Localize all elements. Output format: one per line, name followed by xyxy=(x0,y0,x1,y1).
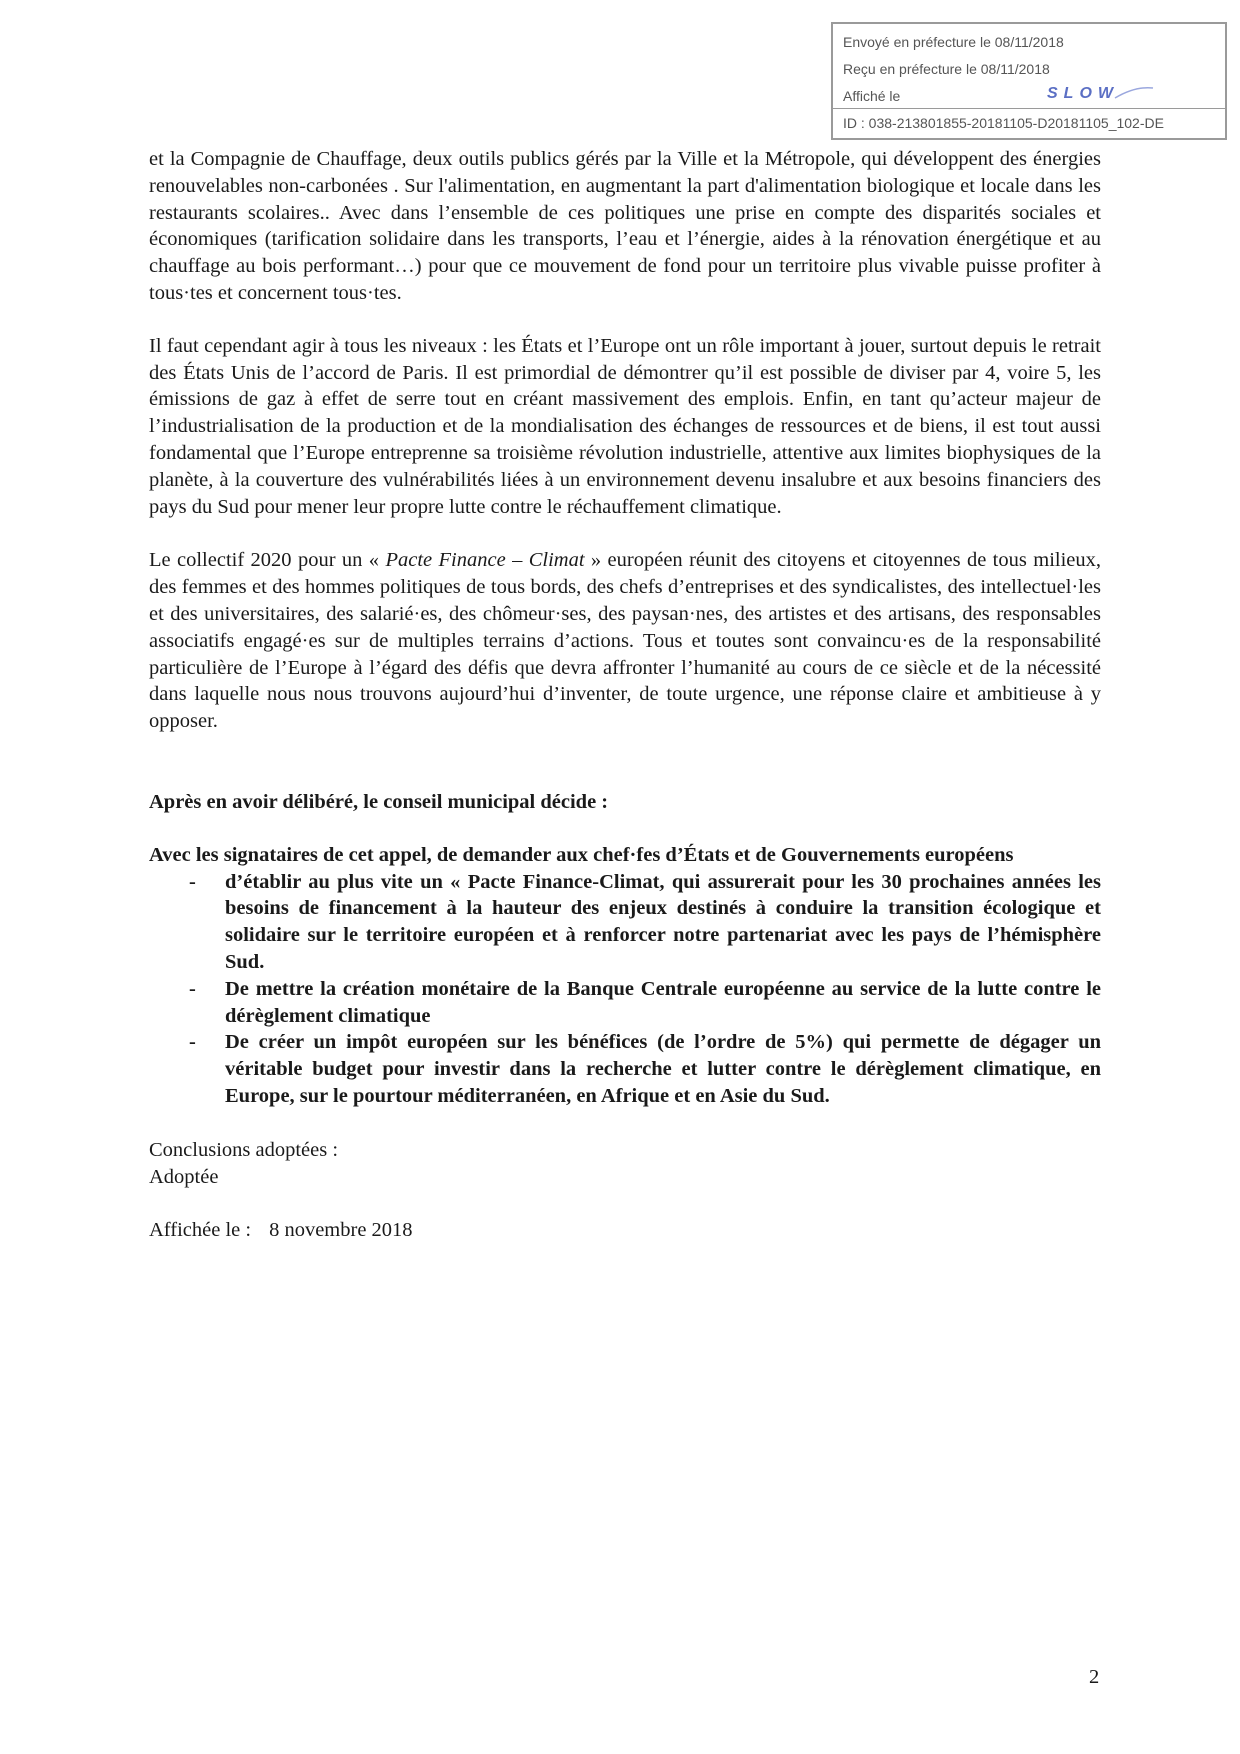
decision-item-text: De mettre la création monétaire de la Banque Centrale européenne au service de la lutte contre le dérèglement climatique xyxy=(225,977,1101,1027)
paragraph-collective xyxy=(149,547,1101,735)
posting-date: 8 novembre 2018 xyxy=(269,1219,413,1242)
decision-item xyxy=(149,869,1101,976)
collective-text-end: » européen réunit des citoyens et citoyennes de tous milieux, des femmes et des hommes politiques de tous bords, des chefs d’entreprises et des syndicalistes, des intellectuel·les et des universitaires, des salarié·es, des chômeur·ses, des paysan·nes, des artistes et des artisans, des responsables associatifs engagé·es sur de multiples terrains d’actions. Tous et toutes sont convaincu·es de la responsabilité particulière de l’Europe à l’égard des défis que devra affronter l’humanité au cours de ce siècle et de la nécessité dans laquelle nous nous trouvons aujourd’hui d’inventer, de toute urgence, une réponse claire et ambitieuse à y opposer. xyxy=(149,549,1102,733)
dash-bullet: - xyxy=(189,870,196,893)
decision-item xyxy=(149,1029,1101,1109)
stamp-id: ID : 038-213801855-20181105-D20181105_102-DE xyxy=(843,115,1164,131)
slow-logo xyxy=(1045,82,1155,104)
posting-line xyxy=(149,1217,1101,1244)
decision-item xyxy=(149,976,1101,1030)
stamp-received-date: Reçu en préfecture le 08/11/2018 xyxy=(843,61,1050,77)
document-body xyxy=(149,146,1101,1244)
conclusions-block xyxy=(149,1137,1101,1191)
paragraph-energy-food: et la Compagnie de Chauffage, deux outils publics gérés par la Ville et la Métropole, qui développent des énergies renouvelables non-carbonées . Sur l'alimentation, en augmentant la part d'alimentation biologique et locale dans les restaurants scolaires.. Avec dans l’ensemble de ces politiques une prise en compte des disparités sociales et économiques (tarification solidaire dans les transports, l’eau et l’énergie, aides à la rénovation énergétique et au chauffage au bois performant…) pour que ce mouvement de fond pour un territoire plus vivable puisse profiter à tous·tes et concernent tous·tes. xyxy=(149,148,1101,304)
stamp-divider xyxy=(833,108,1225,109)
page-number: 2 xyxy=(1089,1666,1100,1688)
decision-list xyxy=(149,869,1101,1110)
conclusions-label: Conclusions adoptées : xyxy=(149,1138,339,1161)
stamp-posted-label: Affiché le xyxy=(843,88,901,104)
slow-logo-text: SLOW xyxy=(1047,85,1119,102)
conclusions-value: Adoptée xyxy=(149,1165,219,1188)
decision-heading: Après en avoir délibéré, le conseil municipal décide : xyxy=(149,790,609,813)
prefecture-stamp xyxy=(831,22,1227,140)
dash-bullet: - xyxy=(189,977,196,1000)
pact-name: Pacte Finance – Climat xyxy=(385,549,585,572)
paragraph-all-levels: Il faut cependant agir à tous les niveaux : les États et l’Europe ont un rôle important à jouer, surtout depuis le retrait des États Unis de l’accord de Paris. Il est primordial de démontrer qu’il est possible de diviser par 4, voire 5, les émissions de gaz à effet de serre tout en créant massivement des emplois. Enfin, en tant qu’acteur majeur de l’industrialisation de la production et de la mondialisation des échanges de ressources et de biens, il est tout aussi fondamental que l’Europe entreprenne sa troisième révolution industrielle, attentive aux limites biophysiques de la planète, à la couverture des vulnérabilités liées à un environnement devenu insalubre et aux besoins financiers des pays du Sud pour mener leur propre lutte contre le réchauffement climatique. xyxy=(149,334,1101,518)
decision-item-text: d’établir au plus vite un « Pacte Finance-Climat, qui assurerait pour les 30 prochaines années les besoins de financement à la hauteur des enjeux destinés à conduire la transition écologique et solidaire sur le territoire européen et à renforcer notre partenariat avec les pays de l’hémisphère Sud. xyxy=(225,870,1101,973)
decision-intro: Avec les signataires de cet appel, de demander aux chef·fes d’États et de Gouvernements européens xyxy=(149,843,1014,866)
posting-label: Affichée le : xyxy=(149,1219,252,1242)
decision-item-text: De créer un impôt européen sur les bénéfices (de l’ordre de 5%) qui permette de dégager un véritable budget pour investir dans la recherche et lutter contre le dérèglement climatique, en Europe, sur le pourtour méditerranéen, en Afrique et en Asie du Sud. xyxy=(225,1031,1101,1107)
collective-text-start: Le collectif 2020 pour un « xyxy=(149,549,386,572)
stamp-sent-date: Envoyé en préfecture le 08/11/2018 xyxy=(843,34,1064,50)
dash-bullet: - xyxy=(189,1031,196,1054)
